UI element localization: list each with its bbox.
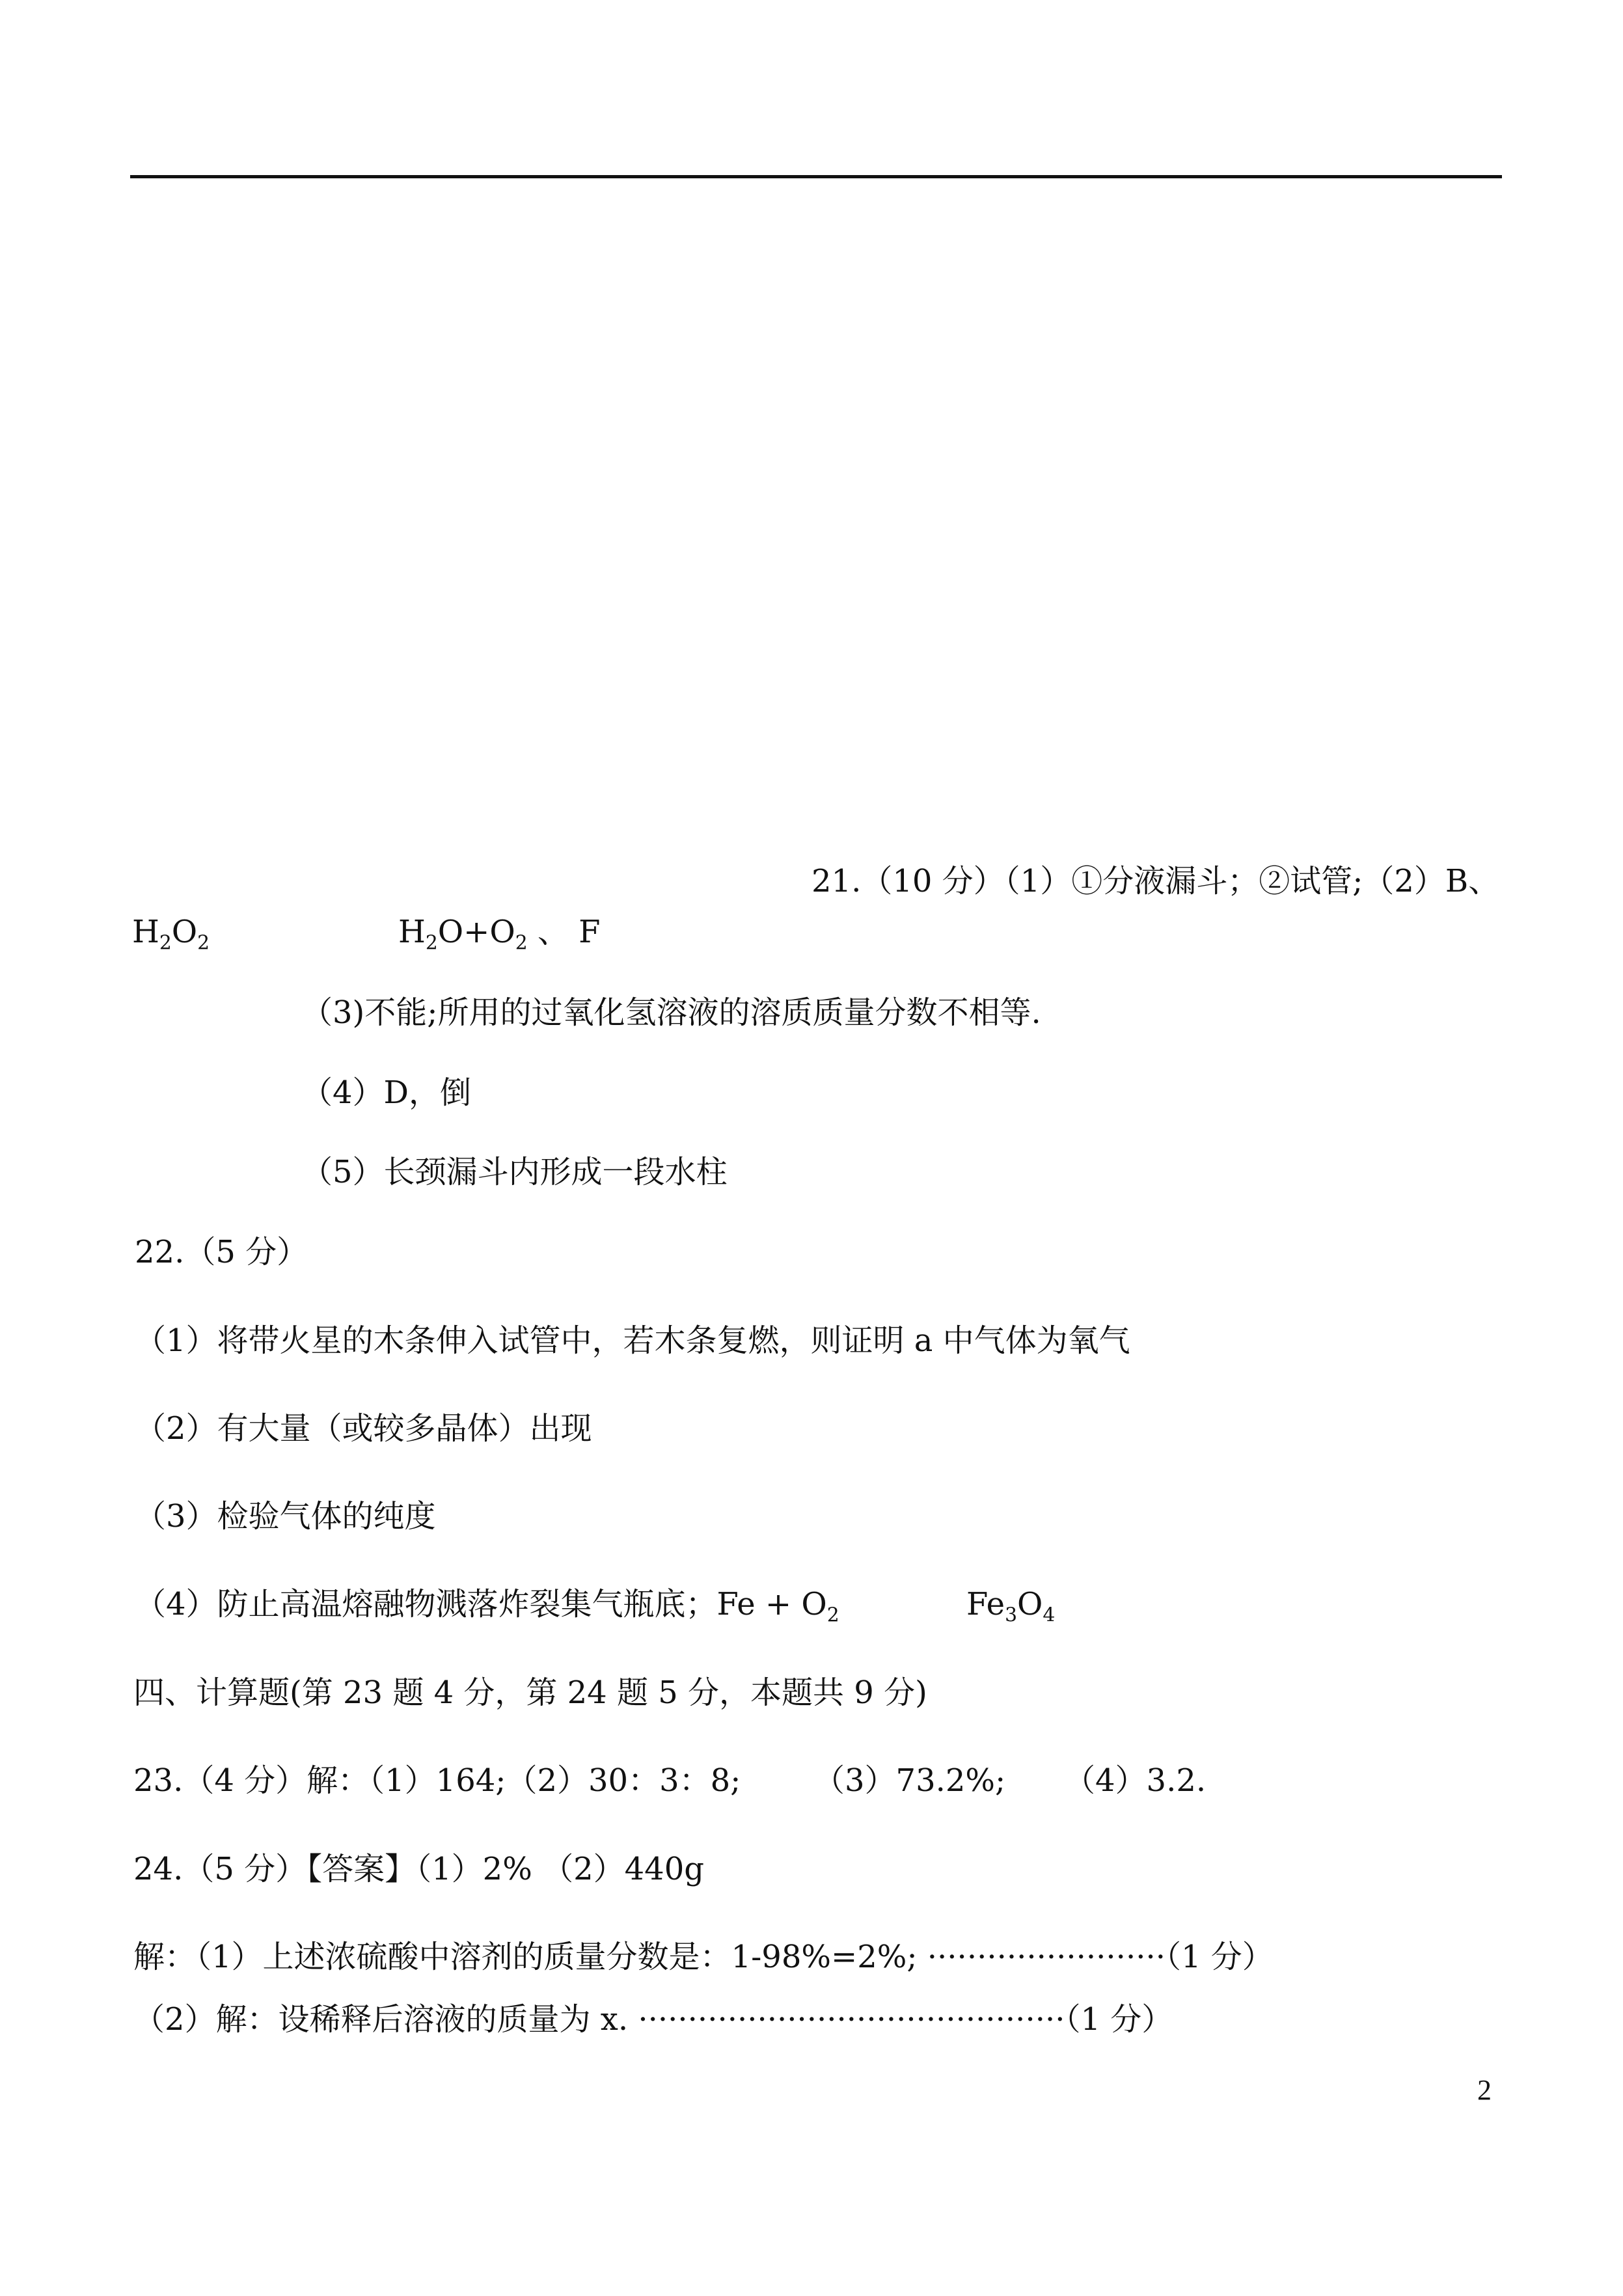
q22-part1: （1）将带火星的木条伸入试管中，若木条复燃，则证明 a 中气体为氧气 xyxy=(135,1322,1130,1359)
q23-c: （4）3.2. xyxy=(1064,1762,1207,1799)
q22-part4: （4）防止高温熔融物溅落炸裂集气瓶底；$Fe + O_2$ xyxy=(135,1586,839,1627)
q24-solution-1: 解：（1）上述浓硫酸中溶剂的质量分数是：1-98%=2%; ························（1 分） xyxy=(133,1939,1274,1975)
q24-header: 24.（5 分）【答案】（1）2% （2）440g xyxy=(133,1851,704,1887)
q23-a: 23.（4 分）解：（1）164;（2）30：3：8; xyxy=(133,1762,741,1799)
header-rule xyxy=(130,175,1502,178)
q22-part3: （3）检验气体的纯度 xyxy=(135,1498,436,1535)
q21-line1: 21.（10 分）（1）①分液漏斗；②试管;（2）B、 xyxy=(812,863,1500,899)
q23-b: （3）73.2%; xyxy=(813,1762,1006,1799)
q22-part4-product: $Fe_3O_4$ xyxy=(966,1586,1056,1627)
q21-part3: （3)不能;所用的过氧化氢溶液的溶质质量分数不相等. xyxy=(301,994,1041,1031)
section4-title: 四、计算题(第 23 题 4 分，第 24 题 5 分，本题共 9 分) xyxy=(133,1674,927,1711)
q24-solution-2: （2）解：设稀释后溶液的质量为 x. ···········································（1 分） xyxy=(133,2001,1173,2038)
q22-header: 22.（5 分） xyxy=(135,1234,308,1270)
q21-part4: （4）D，倒 xyxy=(301,1074,472,1111)
q21-products: $H_2O+O_2$ 、 F xyxy=(398,914,601,955)
q22-part2: （2）有大量（或较多晶体）出现 xyxy=(135,1410,592,1447)
page-number: 2 xyxy=(1477,2074,1492,2106)
q21-reactant: $H_2O_2$ xyxy=(132,914,210,955)
q21-part5: （5）长颈漏斗内形成一段水柱 xyxy=(301,1154,728,1190)
